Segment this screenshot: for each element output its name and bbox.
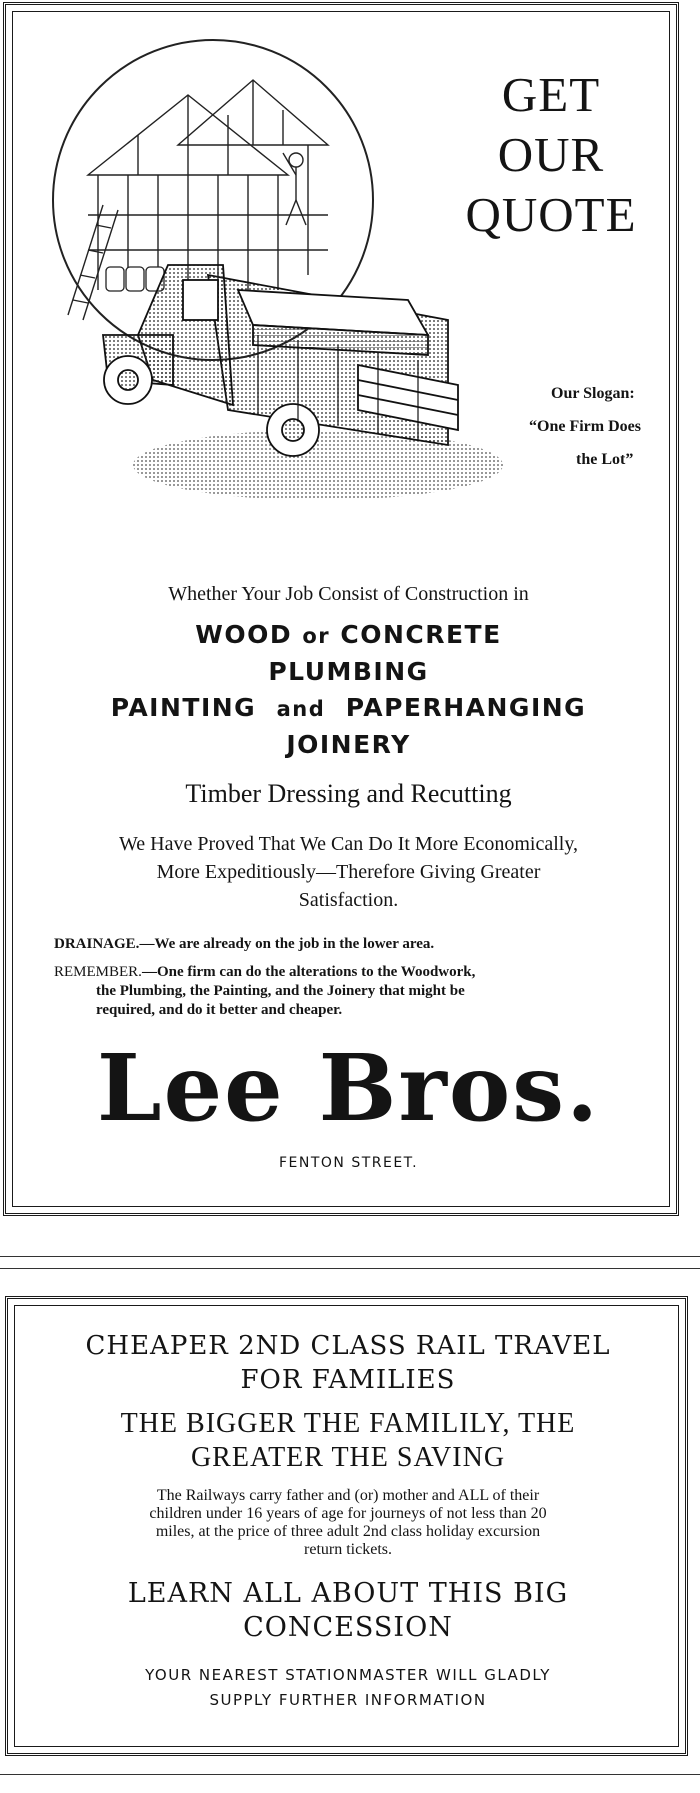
drainage-label: DRAINAGE. [54, 936, 140, 952]
remember-text: required, and do it better and cheaper. [96, 1002, 343, 1018]
address: FENTON STREET. [278, 1155, 419, 1171]
trade-wood: WOOD [195, 620, 293, 649]
intro-text: Whether Your Job Consist of Construction in [168, 583, 529, 605]
slogan-label: Our Slogan: [551, 385, 635, 402]
trade-line [26, 690, 671, 727]
headline-line: QUOTE [465, 187, 637, 242]
remember-text: the Plumbing, the Painting, and the Joinery that might be [96, 983, 465, 999]
drainage-text: —We are already on the job in the lower area. [139, 936, 435, 952]
trade-list [26, 617, 671, 763]
remember-label: REMEMBER. [54, 964, 142, 980]
brand-name: Lee Bros. [96, 1034, 601, 1142]
rail-subheading-line: GREATER THE SAVING [190, 1442, 506, 1473]
headline [436, 65, 666, 245]
timber-text: Timber Dressing and Recutting [185, 779, 512, 808]
rail-concession-heading [28, 1577, 668, 1645]
claim-line: More Expeditiously—Therefore Giving Greater [156, 861, 541, 883]
headline-line: OUR [497, 127, 605, 182]
rail-footer [28, 1663, 668, 1713]
rail-body-line: The Railways carry father and (or) mother and ALL of their [156, 1487, 540, 1504]
separator-rule [0, 1774, 700, 1775]
rail-subheading [28, 1407, 668, 1475]
rail-body-line: children under 16 years of age for journeys of not less than 20 [149, 1505, 547, 1522]
rail-heading-line: FOR FAMILIES [240, 1365, 456, 1395]
trade-joinery: JOINERY [286, 730, 411, 759]
rail-footer-line: SUPPLY FURTHER INFORMATION [209, 1691, 487, 1709]
remember-text: —One firm can do the alterations to the Woodwork, [141, 964, 476, 980]
trade-paperhanging: PAPERHANGING [345, 693, 587, 722]
remember-paragraph [54, 963, 639, 1020]
rail-concession-line: CONCESSION [243, 1612, 453, 1643]
rail-body-line: miles, at the price of three adult 2nd class holiday excursion [155, 1523, 541, 1540]
rail-concession-line: LEARN ALL ABOUT THIS BIG [127, 1578, 569, 1609]
claim-line: Satisfaction. [298, 889, 399, 911]
rail-body-line: return tickets. [304, 1541, 392, 1558]
trade-concrete: CONCRETE [340, 620, 502, 649]
drainage-paragraph [54, 935, 639, 954]
separator-rule [0, 1256, 700, 1257]
rail-travel-advertisement [5, 1296, 688, 1756]
claim-text [26, 830, 671, 914]
trade-line [26, 617, 671, 654]
headline-line: GET [501, 67, 601, 122]
rail-body [28, 1487, 668, 1559]
slogan-text: the Lot” [576, 451, 634, 468]
slogan-text: “One Firm Does [529, 418, 641, 435]
trade-plumbing: PLUMBING [268, 657, 429, 686]
trade-painting: PAINTING [110, 693, 257, 722]
rail-heading-line: CHEAPER 2ND CLASS RAIL TRAVEL [85, 1331, 611, 1361]
trade-conjunction: and [276, 697, 326, 721]
lee-bros-advertisement [3, 2, 679, 1216]
trade-conjunction: or [302, 624, 331, 648]
rail-footer-line: YOUR NEAREST STATIONMASTER WILL GLADLY [145, 1666, 551, 1684]
separator-rule [0, 1268, 700, 1269]
rail-heading [28, 1329, 668, 1397]
claim-line: We Have Proved That We Can Do It More Economically, [118, 833, 579, 855]
slogan [521, 377, 681, 476]
rail-subheading-line: THE BIGGER THE FAMILILY, THE [120, 1408, 576, 1439]
